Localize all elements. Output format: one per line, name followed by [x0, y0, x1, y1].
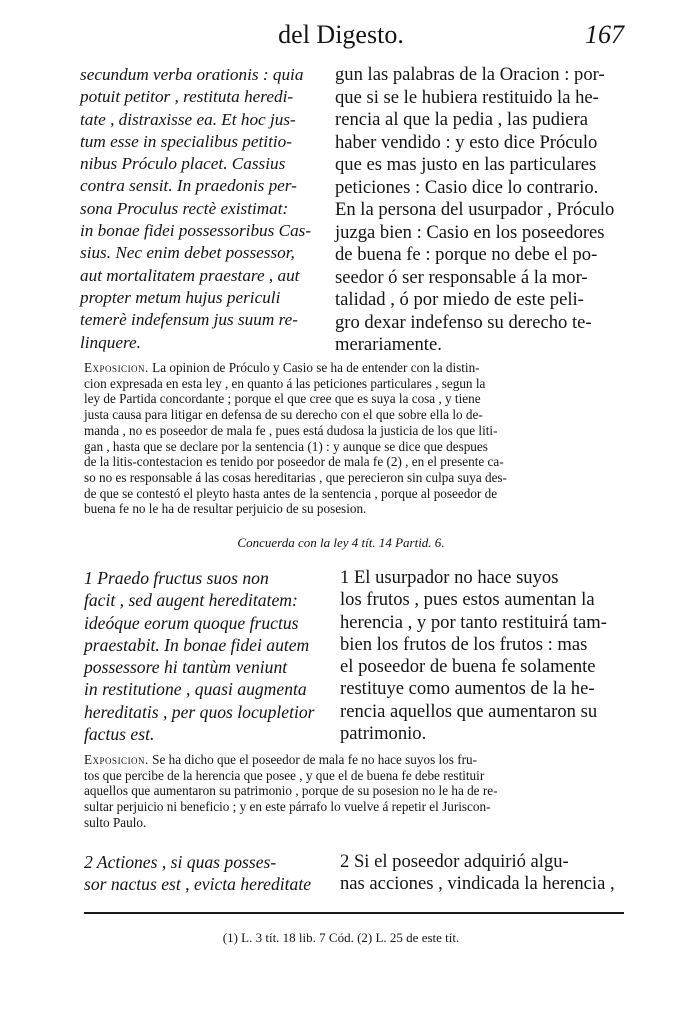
- latin-line: sor nactus est , evicta hereditate: [84, 874, 312, 895]
- spanish-line: gro dexar indefenso su derecho te-: [335, 311, 592, 333]
- exposicion-paragraph-2: [84, 752, 628, 831]
- spanish-line: los frutos , pues estos aumentan la: [340, 589, 595, 611]
- spanish-line: 2 Si el poseedor adquirió algu-: [340, 851, 569, 872]
- exposicion-paragraph-1: [84, 360, 628, 517]
- latin-line: hereditatis , per quos locupletior: [84, 701, 315, 722]
- spanish-line: bien los frutos de los frutos : mas: [340, 633, 588, 655]
- spanish-column-2: [340, 567, 630, 745]
- exposicion-text: Se ha dicho que el poseedor de mala fe no hace suyos los fru-: [148, 752, 477, 767]
- latin-line: praestabit. In bonae fidei autem: [84, 634, 310, 655]
- exposicion-label: Exposicion.: [84, 360, 149, 375]
- latin-line: sius. Nec enim debet possessor,: [80, 243, 295, 263]
- latin-line: linquere.: [80, 332, 141, 352]
- latin-line: aut mortalitatem praestare , aut: [80, 265, 300, 285]
- spanish-line: restituye como aumentos de la he-: [340, 678, 595, 700]
- latin-line: 2 Actiones , si quas posses-: [84, 852, 277, 872]
- spanish-line: que si se le hubiera restituido la he-: [335, 86, 599, 108]
- page-title: del Digesto.: [278, 20, 404, 49]
- latin-line: factus est.: [84, 724, 155, 745]
- latin-column-2: [84, 567, 334, 745]
- footnote-rule: [84, 912, 624, 914]
- latin-line: secundum verba orationis : quia: [80, 65, 304, 84]
- spanish-line: haber vendido : y esto dice Próculo: [335, 131, 598, 153]
- latin-column-1: [80, 64, 330, 354]
- exposicion-line: [84, 360, 628, 376]
- latin-column-3: [84, 851, 334, 896]
- spanish-line: rencia aquellos que aumentaron su: [340, 700, 598, 722]
- latin-line: tum esse in specialibus petitio-: [80, 131, 292, 151]
- latin-line: propter metum hujus periculi: [80, 287, 281, 307]
- latin-line: possessore hi tantùm veniunt: [84, 657, 288, 678]
- footnotes: (1) L. 3 tít. 18 lib. 7 Cód. (2) L. 25 de este tít.: [222, 930, 460, 945]
- exposicion-line: sulto Paulo.: [84, 814, 147, 830]
- spanish-line: que es mas justo en las particulares: [335, 154, 597, 175]
- latin-line: in bonae fidei possessoribus Cas-: [80, 221, 312, 241]
- latin-line: sona Proculus rectè existimat:: [80, 198, 289, 218]
- exposicion-line: aquellos que aumentaron su patrimonio , porque de su posesion no le ha de re-: [84, 783, 498, 799]
- spanish-line: herencia , y por tanto restituirá tam-: [340, 611, 607, 633]
- spanish-line: talidad , ó por miedo de este peli-: [335, 289, 584, 310]
- exposicion-line: cion expresada en esta ley , en quanto á las peticiones particulares , segun la: [84, 375, 486, 391]
- spanish-line: el poseedor de buena fe solamente: [340, 656, 596, 678]
- spanish-line: peticiones : Casio dice lo contrario.: [335, 176, 599, 198]
- exposicion-line: manda , no es poseedor de mala fe , pues está dudosa la justicia de los que liti-: [84, 422, 498, 438]
- spanish-line: seedor ó ser responsable á la mor-: [335, 266, 588, 288]
- exposicion-line: sultar perjuicio ni beneficio ; y en este párrafo lo vuelve á repetir el Juriscon-: [84, 799, 491, 815]
- exposicion-line: gan , hasta que se declare por la sentencia (1) : y aunque se dice que despues: [84, 438, 488, 454]
- exposicion-line: de la litis-contestacion es tenido por poseedor de mala fe (2) , en el presente ca-: [84, 454, 504, 470]
- exposicion-line: buena fe no le ha de resultar perjuicio de su posesion.: [84, 501, 367, 517]
- exposicion-line: ley de Partida concordante ; porque el que cree que es suya la cosa , y tiene: [84, 391, 481, 407]
- exposicion-line: justa causa para litigar en defensa de su derecho con el que sobre ella lo de-: [84, 407, 483, 423]
- exposicion-line: so no es responsable á las cosas hereditarias , que perecieron sin culpa suya des-: [84, 469, 507, 485]
- spanish-line: 1 El usurpador no hace suyos: [340, 567, 559, 588]
- latin-line: ideóque eorum quoque fructus: [84, 612, 299, 633]
- spanish-line: nas acciones , vindicada la herencia ,: [340, 873, 615, 895]
- latin-line: contra sensit. In praedonis per-: [80, 176, 297, 196]
- exposicion-line: de que se contestó el pleyto hasta antes de la sentencia , porque al poseedor de: [84, 485, 498, 501]
- spanish-line: patrimonio.: [340, 723, 427, 745]
- exposicion-line: tos que percibe de la herencia que posee , y que el de buena fe debe restituir: [84, 767, 485, 783]
- spanish-line: gun las palabras de la Oracion : por-: [335, 64, 605, 85]
- latin-line: temerè indefensum jus suum re-: [80, 310, 298, 330]
- spanish-line: En la persona del usurpador , Próculo: [335, 199, 615, 220]
- exposicion-line: [84, 752, 628, 768]
- exposicion-label: Exposicion.: [84, 752, 149, 767]
- spanish-column-1: [335, 64, 625, 357]
- spanish-line: merariamente.: [335, 334, 442, 355]
- page-header: [0, 20, 682, 54]
- latin-line: facit , sed augent hereditatem:: [84, 590, 298, 611]
- latin-line: in restitutione , quasi augmenta: [84, 679, 307, 700]
- page-number: 167: [585, 20, 624, 49]
- spanish-line: de buena fe : porque no debe el po-: [335, 244, 598, 265]
- spanish-line: rencia al que la pedia , las pudiera: [335, 109, 588, 130]
- concordance-heading: Concuerda con la ley 4 tít. 14 Partid. 6.: [237, 535, 445, 550]
- latin-line: 1 Praedo fructus suos non: [84, 568, 269, 588]
- spanish-line: juzga bien : Casio en los poseedores: [335, 221, 605, 243]
- latin-line: nibus Próculo placet. Cassius: [80, 154, 286, 174]
- spanish-column-3: [340, 851, 630, 896]
- latin-line: potuit petitor , restituta heredi-: [80, 87, 294, 107]
- exposicion-text: La opinion de Próculo y Casio se ha de entender con la distin-: [148, 360, 480, 375]
- latin-line: tate , distraxisse ea. Et hoc jus-: [80, 109, 296, 129]
